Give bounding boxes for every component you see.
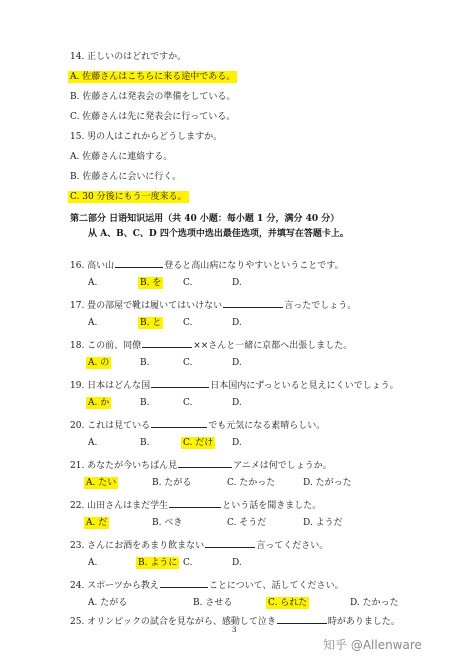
answer-blank	[142, 338, 192, 348]
answer-blank	[223, 298, 283, 308]
q17-option-c: C.	[183, 318, 193, 328]
q25-question: 25. オリンピックの試合を見ながら、感動して泣き 時がありました。	[70, 614, 400, 628]
q16-option-b: B. を	[140, 278, 162, 288]
q21-option-b: B. たがる	[152, 478, 192, 488]
q15-highlight: C. 30 分後にもう一度来る。	[70, 192, 187, 202]
q19-option-c: C.	[183, 398, 193, 408]
q24-option-d: D. たかった	[350, 598, 399, 608]
answer-blank	[205, 538, 255, 548]
q20-option-b: B.	[140, 438, 150, 448]
q17-option-b: B. と	[140, 318, 162, 328]
q14-option-c: C. 佐藤さんは先に発表会に行っている。	[70, 112, 236, 122]
q19-option-d: D.	[232, 398, 242, 408]
q14-question: 14. 正しいのはどれですか。	[70, 52, 187, 62]
q18-option-d: D.	[232, 358, 242, 368]
q17-option-d: D.	[232, 318, 242, 328]
q22-question: 22. 山田さんはまだ学生 という話を聞きました。	[70, 498, 321, 512]
q22-option-b: B. べき	[152, 518, 183, 528]
q19-option-a: A. か	[88, 398, 110, 408]
q20-option-d: D.	[232, 438, 242, 448]
q16-option-c: C.	[183, 278, 193, 288]
q16-option-a: A.	[88, 278, 98, 288]
q22-option-a: A. だ	[86, 518, 108, 528]
q16-question: 16. 高い山 登ると高山病になりやすいということです。	[70, 258, 343, 272]
q24-option-b: B. させる	[193, 598, 233, 608]
q15-option-c	[70, 192, 189, 203]
q20-question: 20. これは見ている でも元気になる素晴らしい。	[70, 418, 325, 432]
q21-option-d: D. たがった	[303, 478, 352, 488]
q23-question: 23. さんにお酒をあまり飲まない 言ってください。	[70, 538, 328, 552]
q14-option-a	[70, 72, 237, 83]
page-number: 3	[232, 626, 237, 634]
q19-option-b: B.	[140, 398, 150, 408]
q24-option-a: A. たがる	[88, 598, 128, 608]
answer-blank	[277, 614, 327, 624]
q23-option-b: B. ように	[138, 558, 178, 568]
q15-option-b: B. 佐藤さんに会いに行く。	[70, 172, 182, 182]
q23-option-d: D.	[232, 558, 242, 568]
q22-option-d: D. ようだ	[303, 518, 343, 528]
q18-question: 18. この前、同僚 ××さんと一緒に京都へ出張しました。	[70, 338, 352, 352]
section-title: 第二部分 日语知识运用（共 40 小题：每小题 1 分，满分 40 分）	[70, 214, 340, 224]
answer-blank	[151, 378, 209, 388]
q21-option-c: C. たかった	[227, 478, 276, 488]
answer-blank	[151, 418, 207, 428]
q18-option-b: B.	[140, 358, 150, 368]
q17-option-a: A.	[88, 318, 98, 328]
q14-option-b: B. 佐藤さんは発表会の準備をしている。	[70, 92, 236, 102]
answer-blank	[178, 458, 232, 468]
q15-question: 15. 男の人はこれからどうしますか。	[70, 132, 223, 142]
q23-option-c: C.	[183, 558, 193, 568]
q24-question: 24. スポーツから教え ことについて、話してください。	[70, 578, 343, 592]
answer-blank	[115, 258, 163, 268]
q19-question: 19. 日本はどんな国 日本国内にずっといると見えにくいでしょう。	[70, 378, 399, 392]
watermark: 知乎 @Allenware	[323, 638, 422, 652]
q17-question: 17. 畳の部屋で靴は履いてはいけない 言ったでしょう。	[70, 298, 356, 312]
q21-question: 21. あなたが今いちばん見 アニメは何でしょうか。	[70, 458, 332, 472]
q15-option-a: A. 佐藤さんに連絡する。	[70, 152, 173, 162]
q24-option-c: C. られた	[268, 598, 308, 608]
q20-option-a: A.	[88, 438, 98, 448]
q21-option-a: A. たい	[86, 478, 117, 488]
answer-blank	[169, 498, 221, 508]
q16-option-d: D.	[232, 278, 242, 288]
q18-option-c: C.	[183, 358, 193, 368]
q20-option-c: C. だけ	[183, 438, 214, 448]
answer-blank	[160, 578, 208, 588]
q18-option-a: A. の	[88, 358, 110, 368]
q22-option-c: C. そうだ	[227, 518, 267, 528]
section-instruction: 从 A、B、C、D 四个选项中选出最佳选项，并填写在答题卡上。	[88, 229, 349, 239]
q23-option-a: A.	[88, 558, 98, 568]
q14-highlight: A. 佐藤さんはこちらに来る途中である。	[70, 72, 236, 82]
